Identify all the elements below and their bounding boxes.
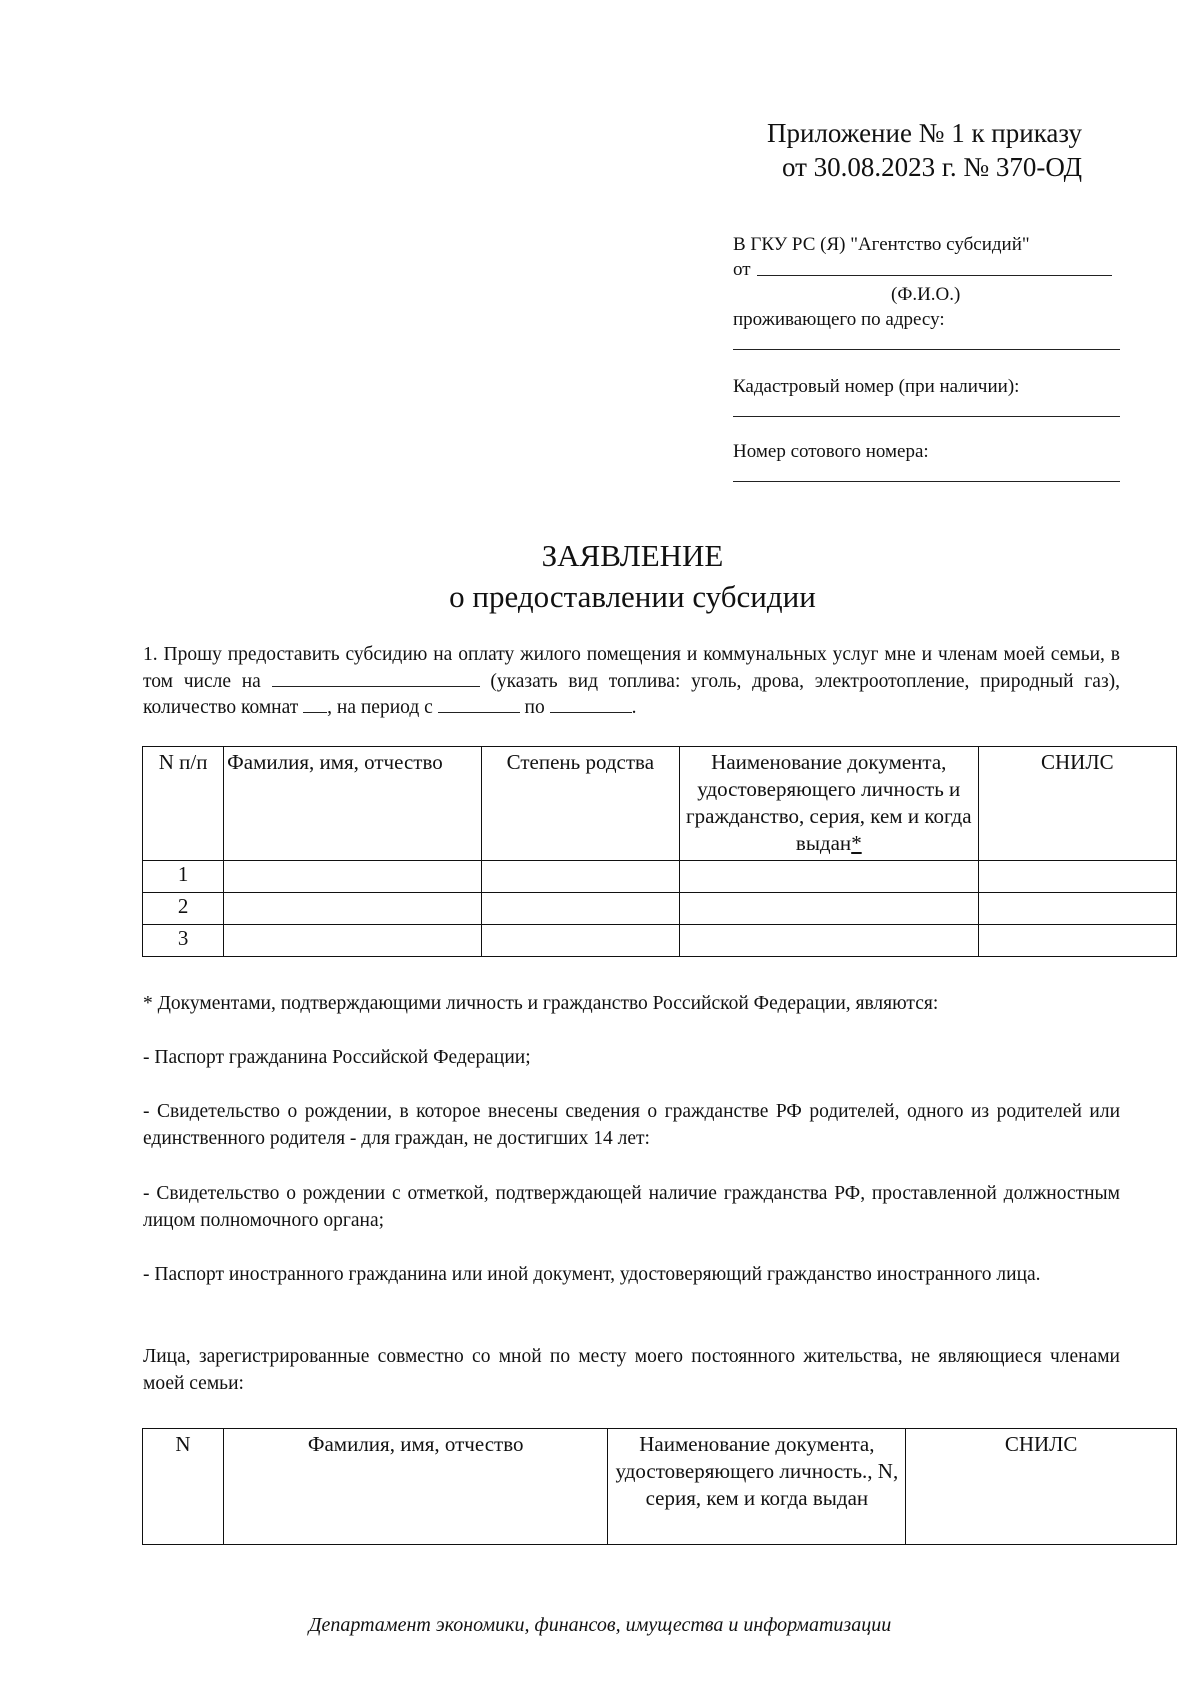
table-cell[interactable] [680, 925, 979, 957]
others-header-number: N [143, 1429, 224, 1545]
table-cell[interactable] [680, 861, 979, 893]
table-cell[interactable] [978, 893, 1176, 925]
notes-item1: - Паспорт гражданина Российской Федерации; [143, 1047, 531, 1068]
row-number: 3 [143, 925, 224, 957]
table-cell[interactable] [481, 925, 679, 957]
order-reference-line2: от 30.08.2023 г. № 370-ОД [781, 152, 1082, 182]
fio-hint: (Ф.И.О.) [891, 284, 961, 305]
family-table [142, 746, 1177, 957]
others-header-document: Наименование документа, удостоверяющего личность., N, серия, кем и когда выдан [608, 1429, 906, 1545]
family-header-relation: Степень родства [481, 747, 679, 861]
notes-item3: - Свидетельство о рождении с отметкой, подтверждающей наличие гражданства РФ, проставленной должностным лицом полномочного органа; [143, 1183, 1120, 1231]
table-cell[interactable] [680, 893, 979, 925]
recipient-to: В ГКУ РС (Я) "Агентство субсидий" [733, 234, 1030, 255]
family-header-snils: СНИЛС [978, 747, 1176, 861]
others-table-header [143, 1429, 1177, 1545]
request-part1: 1. Прошу предоставить субсидию на оплату жилого помещения и коммунальных услуг мне и членам моей семьи, в том числе на [143, 644, 1120, 692]
phone-field[interactable] [733, 480, 1120, 482]
table-cell[interactable] [224, 893, 481, 925]
others-table [142, 1428, 1177, 1545]
notes-intro: * Документами, подтверждающими личность и гражданство Российской Федерации, являются: [143, 993, 939, 1014]
family-table-header [143, 747, 1177, 861]
table-cell[interactable] [224, 861, 481, 893]
from-label: от [733, 259, 751, 280]
rooms-field[interactable] [303, 696, 327, 713]
others-intro: Лица, зарегистрированные совместно со мной по месту моего постоянного жительства, не являющиеся членами моей семьи: [143, 1346, 1120, 1394]
request-part2: (указать вид топлива: уголь, дрова, электроотопление, природный газ), количество комнат [143, 670, 1121, 718]
family-header-number: N п/п [143, 747, 224, 861]
row-number: 1 [143, 861, 224, 893]
request-part4: по [524, 697, 545, 718]
footnote-mark: * [851, 831, 862, 855]
row-number: 2 [143, 893, 224, 925]
table-cell[interactable] [481, 861, 679, 893]
address-label: проживающего по адресу: [733, 309, 945, 330]
period-to-field[interactable] [550, 696, 632, 713]
table-row [143, 861, 1177, 893]
others-header-fio: Фамилия, имя, отчество [223, 1429, 608, 1545]
table-cell[interactable] [224, 925, 481, 957]
table-row [143, 893, 1177, 925]
period-from-field[interactable] [438, 696, 520, 713]
notes-item2: - Свидетельство о рождении, в которое внесены сведения о гражданстве РФ родителей, одного из родителей или единственного родителя - для граждан, не достигших 14 лет: [143, 1101, 1120, 1149]
fuel-field[interactable] [272, 670, 480, 687]
fio-field[interactable] [757, 274, 1112, 276]
family-header-document-text: Наименование документа, удостоверяющего личность и гражданство, серия, кем и когда выдан [686, 750, 972, 855]
cadastral-label: Кадастровый номер (при наличии): [733, 376, 1020, 397]
table-cell[interactable] [978, 861, 1176, 893]
family-header-fio: Фамилия, имя, отчество [224, 747, 481, 861]
request-paragraph [143, 642, 1120, 722]
order-reference-line1: Приложение № 1 к приказу [767, 118, 1082, 148]
cadastral-field[interactable] [733, 415, 1120, 417]
others-header-snils: СНИЛС [906, 1429, 1177, 1545]
document-subtitle: о предоставлении субсидии [449, 579, 816, 614]
request-part5: . [631, 697, 637, 718]
order-reference [767, 116, 1082, 184]
phone-label: Номер сотового номера: [733, 441, 929, 462]
family-header-document [680, 747, 979, 861]
table-row [143, 925, 1177, 957]
notes-item4: - Паспорт иностранного гражданина или иной документ, удостоверяющий гражданство иностранного лица. [143, 1264, 1041, 1285]
recipient-block [733, 232, 1120, 482]
from-row [733, 257, 1120, 282]
address-field[interactable] [733, 348, 1120, 350]
request-part3: , на период с [327, 697, 433, 718]
page-footer: Департамент экономики, финансов, имущества и информатизации [308, 1614, 892, 1636]
document-title: ЗАЯВЛЕНИЕ [541, 538, 724, 573]
table-cell[interactable] [481, 893, 679, 925]
table-cell[interactable] [978, 925, 1176, 957]
